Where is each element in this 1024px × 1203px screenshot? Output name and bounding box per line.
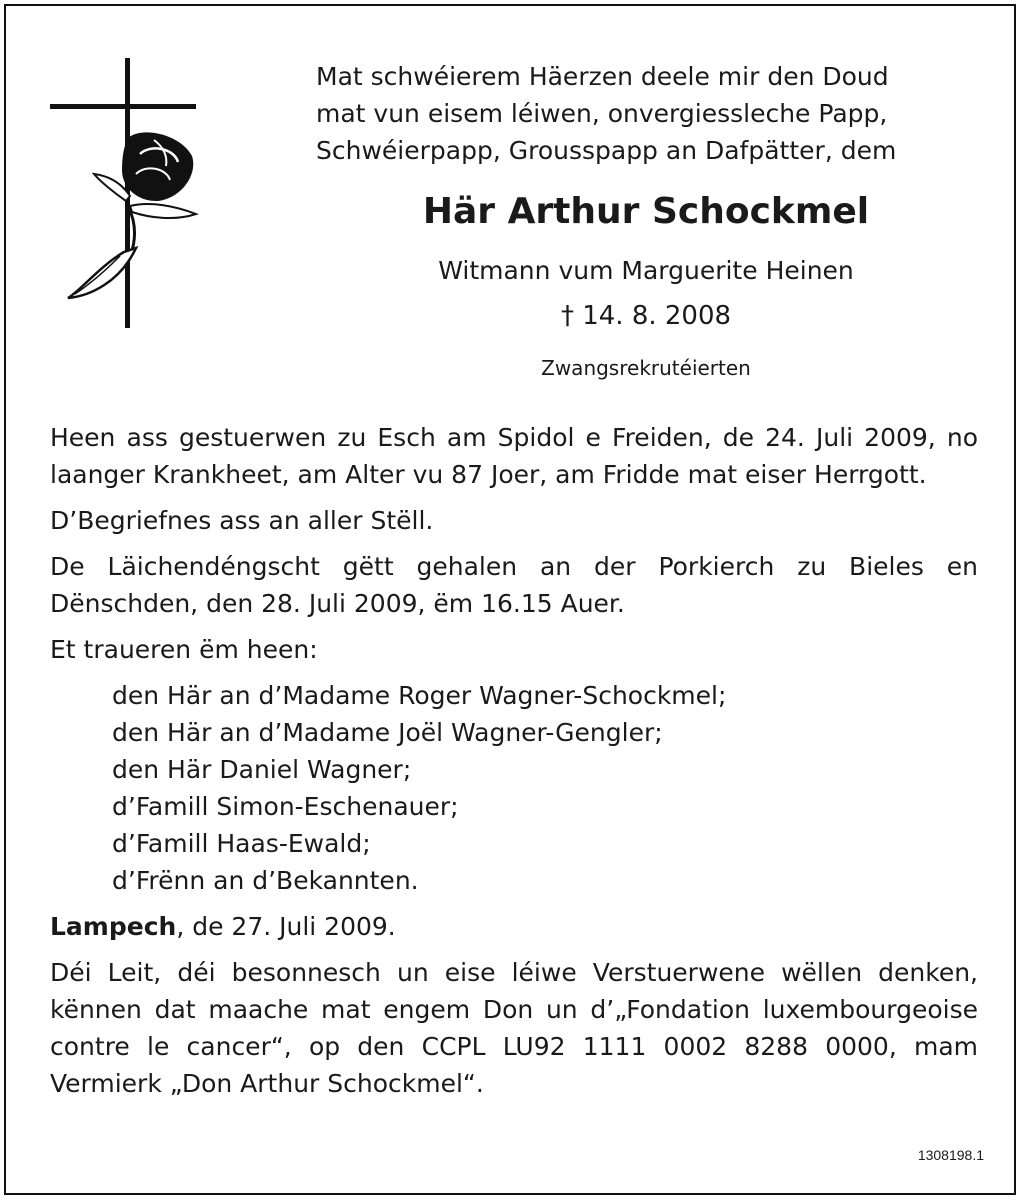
- place-date-line: [50, 908, 978, 945]
- mourner-item: den Här an d’Madame Roger Wagner-Schockmel;: [112, 681, 727, 710]
- deceased-name: Här Arthur Schockmel: [422, 191, 870, 232]
- death-paragraph: Heen ass gestuerwen zu Esch am Spidol e Freiden, de 24. Juli 2009, no laanger Krankheet, am Alter vu 87 Joer, am Fridde mat eiser Herrgott.: [50, 423, 978, 489]
- donation-paragraph: [50, 954, 978, 1102]
- mourner-item: d’Famill Simon-Eschenauer;: [112, 792, 459, 821]
- place-name: Lampech: [50, 912, 177, 941]
- mourner-item: den Här Daniel Wagner;: [112, 755, 412, 784]
- mourner-item: den Här an d’Madame Joël Wagner-Gengler;: [112, 718, 663, 747]
- burial-paragraph: D’Begriefnes ass an aller Stëll.: [50, 506, 434, 535]
- intro-line: mat vun eisem léiwen, onvergiessleche Papp,: [316, 99, 888, 128]
- obituary-notice: [4, 4, 1016, 1195]
- notice-body: [50, 419, 978, 1111]
- intro-line: Schwéierpapp, Grousspapp an Dafpätter, dem: [316, 136, 897, 165]
- mourners-list: [112, 677, 978, 899]
- mass-paragraph: De Läichendéngscht gëtt gehalen an der Porkierch zu Bieles en Dënschden, den 28. Juli 2009, ëm 16.15 Auer.: [50, 552, 978, 618]
- mourners-intro: Et traueren ëm heen:: [50, 635, 318, 664]
- mourner-item: d’Famill Haas-Ewald;: [112, 829, 371, 858]
- widower-line: Witmann vum Marguerite Heinen: [438, 256, 854, 285]
- intro-line: Mat schwéierem Häerzen deele mir den Doud: [316, 62, 889, 91]
- mourner-item: d’Frënn an d’Bekannten.: [112, 866, 419, 895]
- cross-with-rose-icon: [50, 56, 210, 336]
- notice-date: , de 27. Juli 2009.: [176, 912, 396, 941]
- intro-text: [316, 58, 978, 169]
- reference-number: 1308198.1: [917, 1147, 984, 1163]
- donation-lead: Déi Leit,: [50, 958, 162, 987]
- forced-recruit-line: Zwangsrekrutéierten: [541, 356, 751, 380]
- donation-text: déi besonnesch un eise léiwe Verstuerwene wëllen denken, kënnen dat maache mat engem Don un d’„Fondation luxembourgeoise contre le cancer“, op den CCPL LU92 1111 0002 8288 0000, mam Vermierk „Don Arthur Schockmel“.: [50, 958, 978, 1098]
- death-date: † 14. 8. 2008: [560, 301, 732, 331]
